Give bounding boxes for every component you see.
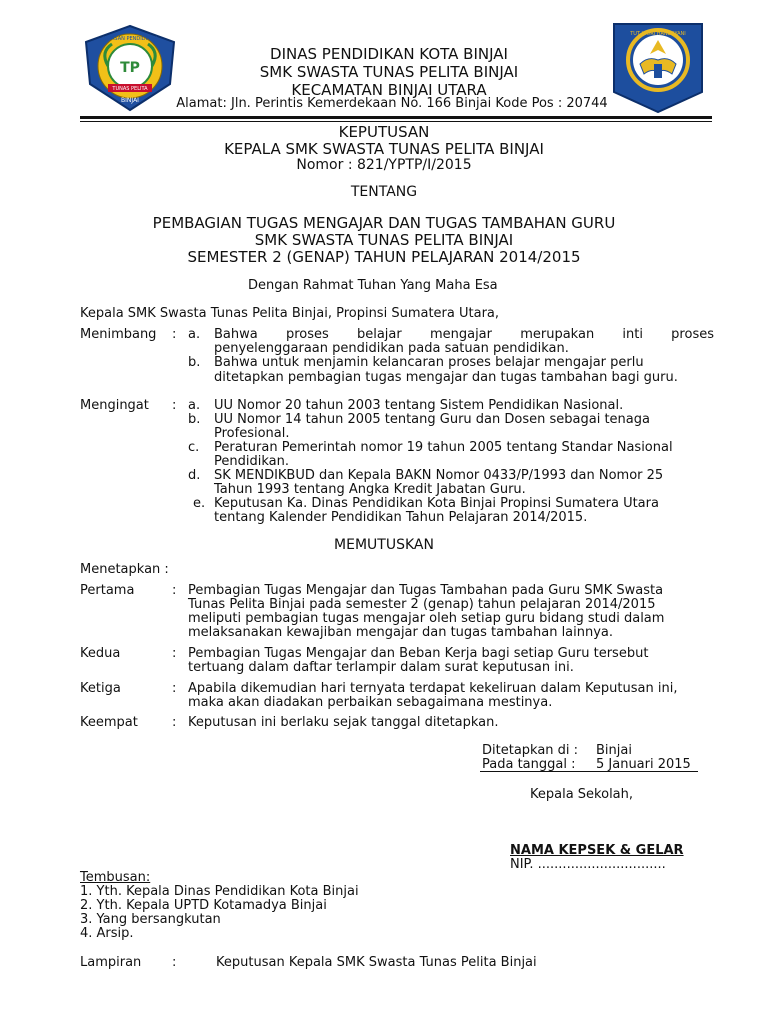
pertama-line1: Pembagian Tugas Mengajar dan Tugas Tambahan pada Guru SMK Swasta: [188, 583, 664, 598]
kedua-label: Kedua: [80, 646, 121, 661]
doc-type: KEPUTUSAN: [338, 123, 430, 141]
mengingat-b-line2: Profesional.: [214, 426, 290, 441]
menimbang-label: Menimbang: [80, 327, 157, 342]
pertama-line4: melaksanakan kewajiban mengajar dan tugas tambahan lainnya.: [188, 625, 614, 640]
ketiga-label: Ketiga: [80, 681, 121, 696]
doc-subject-line2: SMK SWASTA TUNAS PELITA BINJAI: [254, 231, 514, 249]
mengingat-c-line1: Peraturan Pemerintah nomor 19 tahun 2005 tentang Standar Nasional: [214, 440, 673, 455]
principal-nip: NIP. ...............................: [510, 857, 666, 872]
mengingat-d-letter: d.: [188, 468, 201, 483]
emblem-center-text: TP: [120, 60, 140, 76]
menimbang-a-line2: penyelenggaraan pendidikan pada satuan pendidikan.: [214, 341, 569, 356]
kedua-line1: Pembagian Tugas Mengajar dan Beban Kerja bagi setiap Guru tersebut: [188, 646, 649, 661]
tembusan-item: 1. Yth. Kepala Dinas Pendidikan Kota Binjai: [80, 884, 359, 899]
mengingat-a-letter: a.: [188, 398, 201, 413]
memutuskan-heading: MEMUTUSKAN: [334, 537, 434, 553]
header-address: Alamat: Jln. Perintis Kemerdekaan No. 166 Binjai Kode Pos : 20744: [176, 96, 608, 111]
principal-name: NAMA KEPSEK & GELAR: [510, 843, 684, 858]
header-rule-thin: [80, 121, 712, 122]
doc-tentang: TENTANG: [350, 184, 418, 200]
emblem-ring-text: YAYASAN PENDIDIKAN: [102, 36, 158, 42]
intro-line: Kepala SMK Swasta Tunas Pelita Binjai, Propinsi Sumatera Utara,: [80, 306, 500, 321]
pertama-line3: meliputi pembagian tugas mengajar oleh setiap guru bidang studi dalam: [188, 611, 665, 626]
menetapkan-label: Menetapkan :: [80, 562, 169, 577]
ditetapkan-label: Ditetapkan di :: [482, 743, 579, 758]
menimbang-a-letter: a.: [188, 327, 201, 342]
kedua-line2: tertuang dalam daftar terlampir dalam surat keputusan ini.: [188, 660, 574, 675]
keempat-line1: Keputusan ini berlaku sejak tanggal ditetapkan.: [188, 715, 499, 730]
tembusan-item: 4. Arsip.: [80, 926, 134, 941]
pada-tanggal-label: Pada tanggal :: [482, 757, 576, 772]
tembusan-item: 3. Yang bersangkutan: [80, 912, 221, 927]
pertama-line2: Tunas Pelita Binjai pada semester 2 (genap) tahun pelajaran 2014/2015: [188, 597, 656, 612]
lampiran-label: Lampiran: [80, 955, 142, 970]
mengingat-d-line2: Tahun 1993 tentang Angka Kredit Jabatan Guru.: [214, 482, 526, 497]
menimbang-b-line2: ditetapkan pembagian tugas mengajar dan tugas tambahan bagi guru.: [214, 370, 678, 385]
tembusan-item: 2. Yth. Kepala UPTD Kotamadya Binjai: [80, 898, 327, 913]
header-district: KECAMATAN BINJAI UTARA: [291, 81, 487, 99]
keempat-label: Keempat: [80, 715, 138, 730]
header-rule-thick: [80, 116, 712, 119]
ketiga-line1: Apabila dikemudian hari ternyata terdapat kekeliruan dalam Keputusan ini,: [188, 681, 678, 696]
menimbang-b-letter: b.: [188, 355, 201, 370]
mengingat-e-letter: e.: [193, 496, 206, 511]
mengingat-a-line1: UU Nomor 20 tahun 2003 tentang Sistem Pendidikan Nasional.: [214, 398, 624, 413]
keempat-colon: :: [172, 715, 177, 730]
doc-issuer: KEPALA SMK SWASTA TUNAS PELITA BINJAI: [224, 140, 544, 158]
emblem-bottom-text: BINJAI: [121, 97, 139, 104]
doc-subject-line3: SEMESTER 2 (GENAP) TAHUN PELAJARAN 2014/2015: [187, 248, 581, 266]
mengingat-c-line2: Pendidikan.: [214, 454, 289, 469]
emblem-ribbon-text: TUNAS PELITA: [112, 86, 148, 92]
mengingat-b-line1: UU Nomor 14 tahun 2005 tentang Guru dan Dosen sebagai tenaga: [214, 412, 650, 427]
ketiga-line2: maka akan diadakan perbaikan sebagaimana mestinya.: [188, 695, 553, 710]
header-school: SMK SWASTA TUNAS PELITA BINJAI: [259, 63, 519, 81]
rahmat-line: Dengan Rahmat Tuhan Yang Maha Esa: [248, 278, 498, 293]
pertama-colon: :: [172, 583, 177, 598]
mengingat-c-letter: c.: [188, 440, 200, 455]
menimbang-a-line1: Bahwa proses belajar mengajar merupakan inti proses: [214, 327, 714, 342]
pertama-label: Pertama: [80, 583, 135, 598]
signature-date-rule: [480, 771, 698, 772]
lampiran-colon: :: [172, 955, 177, 970]
menimbang-colon: :: [172, 327, 177, 342]
mengingat-label: Mengingat: [80, 398, 149, 413]
ditetapkan-value: Binjai: [596, 743, 632, 758]
doc-subject-line1: PEMBAGIAN TUGAS MENGAJAR DAN TUGAS TAMBAHAN GURU: [152, 214, 616, 232]
pada-tanggal-value: 5 Januari 2015: [596, 757, 691, 772]
header-agency: DINAS PENDIDIKAN KOTA BINJAI: [270, 45, 508, 63]
lampiran-value: Keputusan Kepala SMK Swasta Tunas Pelita Binjai: [216, 955, 537, 970]
doc-number: Nomor : 821/YPTP/I/2015: [296, 157, 472, 173]
logo-ring-text: TUT WURI HANDAYANI: [630, 31, 686, 37]
menimbang-b-line1: Bahwa untuk menjamin kelancaran proses belajar mengajar perlu: [214, 355, 644, 370]
kepala-sekolah-label: Kepala Sekolah,: [530, 787, 634, 802]
tembusan-title: Tembusan:: [80, 870, 151, 885]
mengingat-b-letter: b.: [188, 412, 201, 427]
ketiga-colon: :: [172, 681, 177, 696]
mengingat-colon: :: [172, 398, 177, 413]
mengingat-d-line1: SK MENDIKBUD dan Kepala BAKN Nomor 0433/P/1993 dan Nomor 25: [214, 468, 664, 483]
mengingat-e-line2: tentang Kalender Pendidikan Tahun Pelajaran 2014/2015.: [214, 510, 588, 525]
mengingat-e-line1: Keputusan Ka. Dinas Pendidikan Kota Binjai Propinsi Sumatera Utara: [214, 496, 659, 511]
kedua-colon: :: [172, 646, 177, 661]
